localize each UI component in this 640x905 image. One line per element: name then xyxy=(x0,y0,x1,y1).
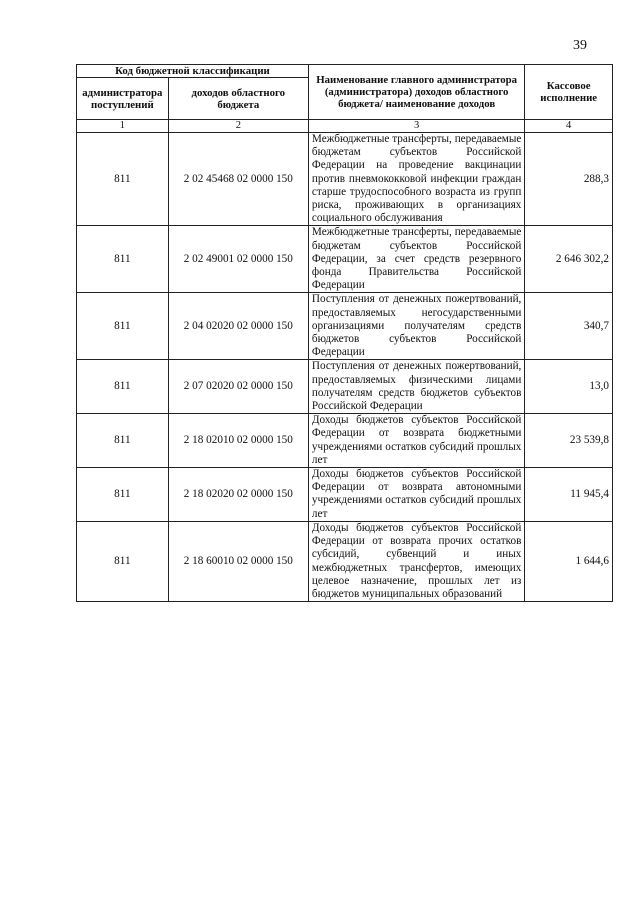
page-number: 39 xyxy=(573,38,587,53)
amount-cell: 288,3 xyxy=(525,133,613,226)
amount-cell: 11 945,4 xyxy=(525,468,613,522)
admin-code-cell: 811 xyxy=(77,521,169,601)
table-row xyxy=(77,293,613,360)
amount-cell: 340,7 xyxy=(525,293,613,360)
header-administrator-name: Наименование главного администратора (администратора) доходов областного бюджета/ наименование доходов xyxy=(308,65,524,120)
table-row xyxy=(77,521,613,601)
revenue-name-cell: Доходы бюджетов субъектов Российской Федерации от возврата прочих остатков субсидий, субвенций и иных межбюджетных трансфертов, имеющих целевое назначение, прошлых лет из бюджетов муниципальных образований xyxy=(308,521,524,601)
header-revenue-administrator: администратора поступлений xyxy=(77,78,169,120)
amount-cell: 1 644,6 xyxy=(525,521,613,601)
column-number: 4 xyxy=(525,120,613,133)
revenue-code-cell: 2 07 02020 02 0000 150 xyxy=(168,360,308,414)
revenue-code-cell: 2 18 60010 02 0000 150 xyxy=(168,521,308,601)
budget-table xyxy=(76,64,613,602)
column-number: 1 xyxy=(77,120,169,133)
revenue-code-cell: 2 18 02020 02 0000 150 xyxy=(168,468,308,522)
revenue-name-cell: Доходы бюджетов субъектов Российской Федерации от возврата автономными учреждениями остатков субсидий прошлых лет xyxy=(308,468,524,522)
table-row xyxy=(77,226,613,293)
amount-cell: 23 539,8 xyxy=(525,414,613,468)
table-row xyxy=(77,414,613,468)
header-budget-classification-code: Код бюджетной классификации xyxy=(77,65,309,78)
revenue-code-cell: 2 02 45468 02 0000 150 xyxy=(168,133,308,226)
revenue-code-cell: 2 18 02010 02 0000 150 xyxy=(168,414,308,468)
admin-code-cell: 811 xyxy=(77,226,169,293)
admin-code-cell: 811 xyxy=(77,293,169,360)
revenue-name-cell: Межбюджетные трансферты, передаваемые бюджетам субъектов Российской Федерации, за счет средств резервного фонда Правительства Российской Федерации xyxy=(308,226,524,293)
table-row xyxy=(77,360,613,414)
admin-code-cell: 811 xyxy=(77,133,169,226)
admin-code-cell: 811 xyxy=(77,414,169,468)
revenue-name-cell: Поступления от денежных пожертвований, предоставляемых негосударственными организациями получателям средств бюджетов субъектов Российской Федерации xyxy=(308,293,524,360)
admin-code-cell: 811 xyxy=(77,360,169,414)
revenue-name-cell: Доходы бюджетов субъектов Российской Федерации от возврата бюджетными учреждениями остатков субсидий прошлых лет xyxy=(308,414,524,468)
revenue-name-cell: Межбюджетные трансферты, передаваемые бюджетам субъектов Российской Федерации на проведение вакцинации против пневмококковой инфекции граждан старше трудоспособного возраста из групп риска, проживающих в организациях социального обслуживания xyxy=(308,133,524,226)
revenue-code-cell: 2 04 02020 02 0000 150 xyxy=(168,293,308,360)
admin-code-cell: 811 xyxy=(77,468,169,522)
header-regional-budget-revenue: доходов областного бюджета xyxy=(168,78,308,120)
amount-cell: 2 646 302,2 xyxy=(525,226,613,293)
table-row xyxy=(77,133,613,226)
header-cash-execution: Кассовое исполнение xyxy=(525,65,613,120)
column-number: 2 xyxy=(168,120,308,133)
revenue-code-cell: 2 02 49001 02 0000 150 xyxy=(168,226,308,293)
revenue-name-cell: Поступления от денежных пожертвований, предоставляемых физическими лицами получателям средств бюджетов субъектов Российской Федерации xyxy=(308,360,524,414)
column-number: 3 xyxy=(308,120,524,133)
table-row xyxy=(77,468,613,522)
amount-cell: 13,0 xyxy=(525,360,613,414)
